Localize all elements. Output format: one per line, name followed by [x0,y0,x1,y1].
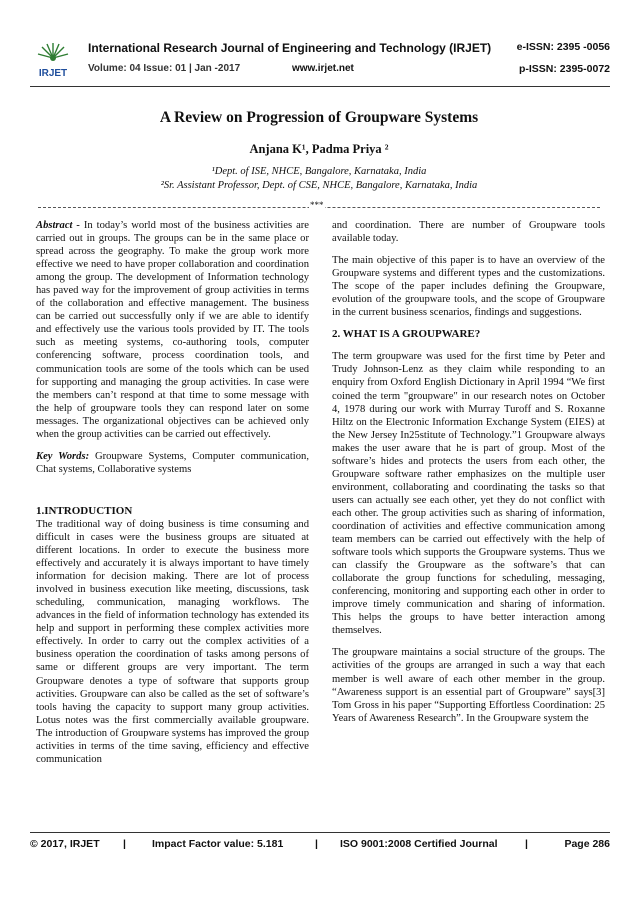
paper-title: A Review on Progression of Groupware Systems [159,109,479,126]
header-divider [30,86,610,87]
volume-issue: Volume: 04 Issue: 01 | Jan -2017 [88,63,241,74]
section-2-paragraph-1: The term groupware was used for the first time by Peter and Trudy Johnson-Lenz as they claim while responding to an enquiry from Oxford English Dictionary in April 1994 “We first coined the term "groupware" in our research notes on October 4, 1978 during our work with Murray Turoff and S. Roxanne Hiltz on the Electronic Information Exchange System (EIES) at the New Jersey In25stitute of Technology.”1 Groupware always makes the user aware that he is part of group. Most of the software’s hides and protects the users from each other, the Groupware software rather emphasizes on the multiple user environment, collaborating and coordinating the tasks so that users can actually see each other, yet they do not conflict with each other. The group activities such as sharing of information, coordination of activities and effective communication among team members can be carried out effectively with the help of software tools which supports the Groupware systems. Thus we can classify the Groupware as the software’s that can collaborate the group functions for scheduling, messaging, conferencing, monitoring and supporting each other in order to improve timely communication and sharing of information. This helps the groups to have better interaction among themselves. [332,351,605,637]
keywords-label: Key Words: [36,450,90,462]
affiliation-1: ¹Dept. of ISE, NHCE, Bangalore, Karnataka, India [211,166,427,177]
intro-continued: and coordination. There are number of Groupware tools available today. [332,220,605,245]
abstract-text: In today’s world most of the business activities are carried out in groups. The groups can be in the same place or spread across the geography. To make the group work more effective we need to have proper collaboration and coordination among the group. The development of Information technology has paved way for the improvement of group activities in terms of the collaboration and effective management. The business can be carried out successfully only if we are able to identify and effectively use the various tools provided by IT. The tools such as meeting systems, co-authoring tools, computer conferencing software, process coordination tools, and communication tools are some of the tools which can be used for supporting and managing the group activities. In case were the members can’t respond at that time to some message with the help of groupware tools they can respond later on some messages. The organizational objectives can be achieved only when the group activities can be carried out effectively. [36,220,309,440]
footer-page-number: Page 286 [564,838,610,850]
footer-separator: | [525,838,528,850]
page-footer [30,838,610,854]
irjet-logo [30,40,76,80]
keywords [36,450,309,476]
e-issn: e-ISSN: 2395 -0056 [516,41,610,53]
abstract-label: Abstract - [36,220,80,231]
author-list: Anjana K¹, Padma Priya ² [249,142,389,156]
left-column [36,219,309,775]
journal-header [30,40,610,80]
abstract [36,219,309,441]
section-2-heading: 2. WHAT IS A GROUPWARE? [332,328,481,341]
keywords-text: Groupware Systems, Computer communication, Chat systems, Collaborative systems [36,450,309,475]
footer-separator: | [315,838,318,850]
footer-separator: | [123,838,126,850]
intro-paragraph: The traditional way of doing business is time consuming and difficult in cases were the business groups are situated at different locations. In order to execute the business more effectively and accurately it is always important to have timely information for decision making. There are lot of process involved in business execution like meeting, discussions, task scheduling, communication, managing workflows. The advances in the field of information technology has extended its help and support in performing these complex activities more effectively. In order to carry out the complex activities of a business operation the coordination of tasks among persons of same or different groups are very important. The term Groupware denotes a type of software that supports group activities. Groupware can also be called as the set of software’s tools having the capacity to support many group activities. Lotus notes was the first commercially available groupware. The introduction of Groupware systems has improved the group activities in terms of the time saving, efficiency and effective communication [36,518,309,765]
journal-title: International Research Journal of Engineering and Technology (IRJET) [88,41,492,55]
intro-heading: 1.INTRODUCTION [36,504,133,517]
objective-paragraph: The main objective of this paper is to have an overview of the Groupware systems and different types and the customizations. The scope of the paper includes defining the Groupware, evolution of the groupware tools, and the scope of Groupware in the current business scenarios, findings and suggestions. [332,255,605,319]
right-column [332,219,605,734]
p-issn: p-ISSN: 2395-0072 [518,63,610,75]
journal-website-link[interactable]: www.irjet.net [292,63,354,74]
footer-divider [30,832,610,833]
separator-stars: *** [310,200,324,210]
svg-text:IRJET: IRJET [38,68,68,79]
section-spacer [36,485,309,505]
footer-iso: ISO 9001:2008 Certified Journal [340,838,498,850]
footer-impact-factor: Impact Factor value: 5.181 [152,838,284,850]
affiliation-2: ²Sr. Assistant Professor, Dept. of CSE, NHCE, Bangalore, Karnataka, India [160,180,478,191]
footer-copyright: © 2017, IRJET [30,838,100,850]
section-2-paragraph-2: The groupware maintains a social structure of the groups. The activities of the groups are arranged in such a way that each member is well aware of each other member in the group. “Awareness support is an essential part of Groupware” says[3] Tom Gross in his paper “Supporting Effortless Coordination: 25 Years of Awareness Research”. In the Groupware system the [332,647,605,724]
